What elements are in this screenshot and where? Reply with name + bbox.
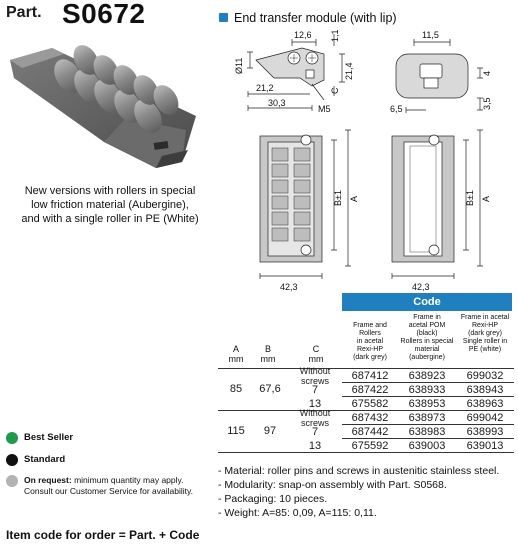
dim-label: 42,3 <box>412 282 430 292</box>
col-b-header: B mm <box>260 344 276 364</box>
dim-label: 11,5 <box>422 30 439 40</box>
value-a: 115 <box>227 425 245 437</box>
variant-header: Frame and Rollers in acetal Rexi-HP (dark grey) <box>353 322 387 361</box>
table-row: 7 687442 638983 638993 <box>311 425 504 438</box>
value-b: 67,6 <box>259 383 281 395</box>
product-image <box>6 38 206 180</box>
dim-label: 21,4 <box>344 62 354 80</box>
dim-label: 30,3 <box>268 98 286 108</box>
legend-on-request: On request: minimum quantity may apply. Consult our Customer Service for availability. <box>6 475 193 497</box>
dim-label: 3,5 <box>482 97 492 110</box>
table-row: Without screws 687412 638923 699032 <box>299 365 504 386</box>
table-row: 13 675592 639003 639013 <box>308 439 504 452</box>
value-b: 97 <box>263 425 277 437</box>
standard-dot-icon <box>6 454 18 466</box>
variant-header: Frame in acetal Rexi-HP (dark grey) Single roller in PE (white) <box>460 314 510 353</box>
description-line: low friction material (Aubergine), <box>31 199 189 211</box>
note-item: - Packaging: 10 pieces. <box>218 493 328 505</box>
section-title: End transfer module (with lip) <box>234 11 397 25</box>
col-a-header: A mm <box>228 344 244 364</box>
part-label: Part. <box>6 4 42 21</box>
product-description <box>6 184 214 226</box>
description-line: and with a single roller in PE (White) <box>21 213 199 225</box>
dim-label: 21,2 <box>256 83 274 93</box>
table-group <box>218 365 514 410</box>
section-bullet-icon <box>219 13 228 22</box>
description-line: New versions with rollers in special <box>24 185 196 197</box>
dim-label: 4 <box>482 70 492 76</box>
variant-header: Frame in acetal POM (black) Rollers in special material (aubergine) <box>400 314 454 361</box>
best-seller-dot-icon <box>6 432 18 444</box>
dim-label: 1,1 <box>330 29 340 42</box>
technical-drawing <box>214 24 514 296</box>
notes <box>218 464 499 520</box>
code-band: Code <box>342 293 512 311</box>
table-row: 13 675582 638953 638963 <box>308 397 504 410</box>
dim-label: B±1 <box>465 190 475 206</box>
dim-label: A <box>481 195 491 202</box>
note-item: - Weight: A=85: 0,09, A=115: 0,11. <box>218 507 377 519</box>
code-table <box>218 365 514 453</box>
table-row: Without screws 687432 638973 699042 <box>299 407 504 428</box>
table-group <box>218 407 514 452</box>
note-item: - Modularity: snap-on assembly with Part. S0568. <box>218 479 447 491</box>
dim-label: 6,5 <box>390 104 403 114</box>
dim-label: C <box>330 87 340 94</box>
table-row: 7 687422 638933 638943 <box>311 383 504 396</box>
note-item: - Material: roller pins and screws in austenitic stainless steel. <box>218 465 500 477</box>
item-code-formula: Item code for order = Part. + Code <box>6 528 200 542</box>
legend-best-seller: Best Seller <box>6 432 73 444</box>
part-code: S0672 <box>62 0 146 29</box>
dim-label: B±1 <box>333 190 343 206</box>
dim-label: 12,6 <box>294 30 312 40</box>
col-c-header: C mm <box>308 344 324 364</box>
dim-label: A <box>349 195 359 202</box>
legend-standard: Standard <box>6 454 65 466</box>
dim-label: M5 <box>318 104 331 114</box>
value-a: 85 <box>229 383 243 395</box>
on-request-dot-icon <box>6 475 18 487</box>
dim-label: Ø11 <box>234 57 244 74</box>
dim-label: 42,3 <box>280 282 298 292</box>
